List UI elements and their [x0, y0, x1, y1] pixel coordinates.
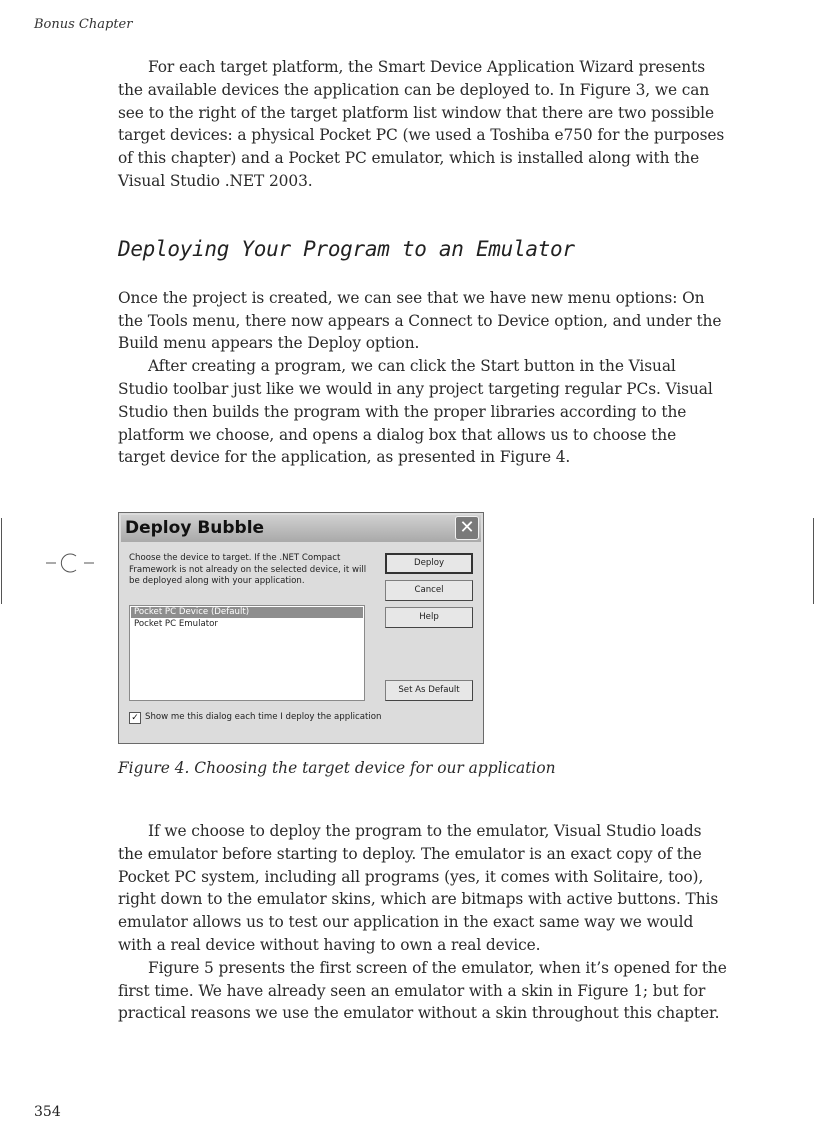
deploy-dialog	[118, 512, 484, 744]
list-item-device-default[interactable]: Pocket PC Device (Default)	[131, 607, 363, 618]
list-item-device-emulator[interactable]: Pocket PC Emulator	[134, 619, 218, 629]
paragraph-menu-options: Once the project is created, we can see that we have new menu options: On the Tools menu, there now appears a Connect to Device option, and under the Build menu appears the Deploy option.	[118, 288, 722, 353]
section-heading: Deploying Your Program to an Emulator	[118, 236, 575, 261]
page-number: 354	[34, 1104, 61, 1120]
dialog-titlebar	[121, 515, 481, 542]
paragraph-intro: For each target platform, the Smart Device Application Wizard presents the available devices the application can be deployed to. In Figure 3, we can see to the right of the target platform list window that there are two possible target devices: a physical Pocket PC (we used a Toshiba e750 for the purposes of this chapter) and a Pocket PC emulator, which is installed along with the Visual Studio .NET 2003.	[118, 58, 725, 190]
dialog-message: Choose the device to target. If the .NET Compact Framework is not already on the selected device, it will be deployed along with your application.	[129, 553, 367, 586]
cancel-button[interactable]: Cancel	[385, 580, 473, 601]
device-list[interactable]	[129, 605, 365, 701]
crop-mark-right	[813, 518, 814, 604]
paragraph-emulator: If we choose to deploy the program to the emulator, Visual Studio loads the emulator before starting to deploy. The emulator is an exact copy of the Pocket PC system, including all programs (yes, it comes with Solitaire, too), right down to the emulator skins, which are bitmaps with active buttons. This emulator allows us to test our application in the exact same way we would with a real device without having to own a real device.	[118, 822, 719, 954]
running-head: Bonus Chapter	[34, 17, 133, 32]
set-as-default-button[interactable]: Set As Default	[385, 680, 473, 701]
help-button[interactable]: Help	[385, 607, 473, 628]
paragraph-figure5: Figure 5 presents the first screen of the emulator, when it’s opened for the first time. We have already seen an emulator with a skin in Figure 1; but for practical reasons we use the emulator without a skin throughout this chapter.	[118, 958, 727, 1023]
show-dialog-checkbox[interactable]: ✓	[129, 712, 141, 724]
registration-mark-icon	[46, 548, 94, 578]
crop-mark-left	[1, 518, 2, 604]
paragraph-start-button: After creating a program, we can click the Start button in the Visual Studio toolbar just like we would in any project targeting regular PCs. Visual Studio then builds the program with the proper libraries according to the platform we choose, and opens a dialog box that allows us to choose the target device for the application, as presented in Figure 4.	[118, 357, 713, 467]
deploy-button[interactable]: Deploy	[385, 553, 473, 574]
close-icon[interactable]: ✕	[455, 516, 479, 540]
page-content-lower	[118, 759, 728, 1025]
show-dialog-checkbox-label: Show me this dialog each time I deploy the application	[145, 712, 382, 722]
page-content	[118, 56, 728, 469]
dialog-title: Deploy Bubble	[125, 518, 265, 538]
figure-caption: Figure 4. Choosing the target device for our application	[118, 759, 556, 777]
